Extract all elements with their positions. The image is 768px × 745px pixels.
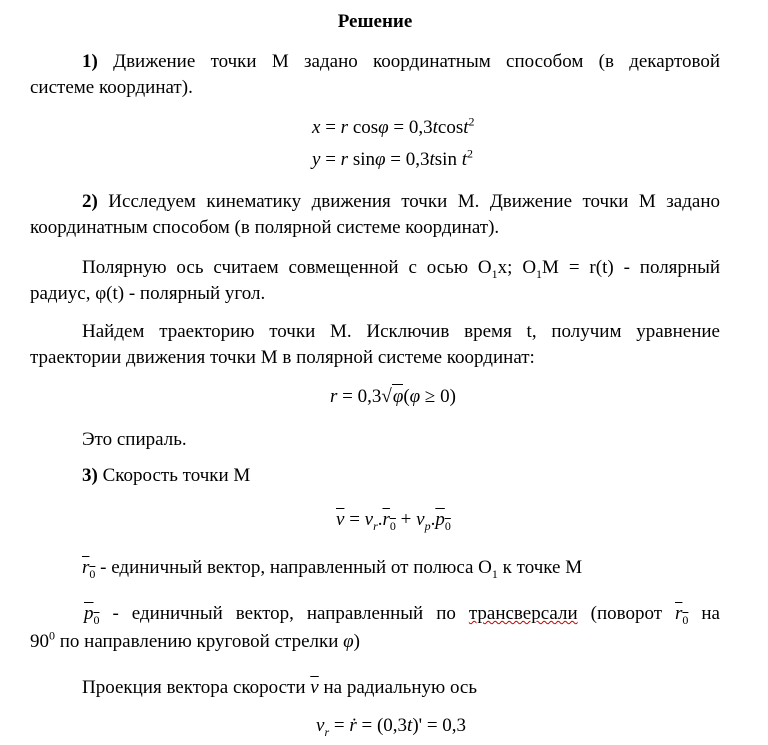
paragraph-3-line-2: радиус, φ(t) - полярный угол. xyxy=(30,283,266,304)
paragraph-9: Проекция вектора скорости $\overline{v}$ на радиальную ось xyxy=(82,677,478,698)
equation-x: x = r cosφ = 0,3tcost$^2$ xyxy=(312,114,475,138)
paragraph-2-line-2: координатным способом (в полярной системе координат). xyxy=(30,217,500,238)
paragraph-7: $r_0$ - единичный вектор, направленный от полюса $O_1$ к точке М xyxy=(82,557,583,581)
paragraph-5: Это спираль. xyxy=(82,429,187,450)
paragraph-3-line-1: Полярную ось считаем совмещенной с осью $O_1x$; $O_1M = r(t)$ - полярный xyxy=(82,257,721,281)
paragraph-2-line-1: 2) Исследуем кинематику движения точки М. Движение точки М задано xyxy=(82,191,720,212)
item-number: 1) xyxy=(82,51,98,72)
page-title: Решение xyxy=(337,11,413,32)
equation-velocity: $\overline{v} = v_r.r_0 + v_p.p_0$ xyxy=(336,509,451,533)
paragraph-8-line-1: $p_0$ - единичный вектор, направленный по трансверсали (поворот $r_0$ на xyxy=(84,603,720,627)
paragraph-6: 3) Скорость точки М xyxy=(82,465,251,486)
paragraph-8-line-2: $90^0$ по направлению круговой стрелки φ) xyxy=(30,628,360,652)
equation-y: y = r sinφ = 0,3tsin $t^2$ xyxy=(312,146,473,170)
paragraph-1-line-1: 1) Движение точки М задано координатным способом (в декартовой xyxy=(82,51,720,72)
paragraph-4-line-1: Найдем траекторию точки М. Исключив время t, получим уравнение xyxy=(82,321,720,342)
equation-trajectory: r = 0,3√φ(φ ≥ 0) xyxy=(330,386,456,407)
paragraph-4-line-2: траектории движения точки М в полярной системе координат: xyxy=(30,347,535,368)
equation-radial-velocity: $v_r$ = ṙ = (0,3t)' = 0,3 xyxy=(316,715,467,739)
item-number: 2) xyxy=(82,191,98,212)
paragraph-1-line-2: системе координат). xyxy=(30,77,193,98)
item-number: 3) xyxy=(82,465,98,486)
spellcheck-word: трансверсали xyxy=(468,603,578,624)
